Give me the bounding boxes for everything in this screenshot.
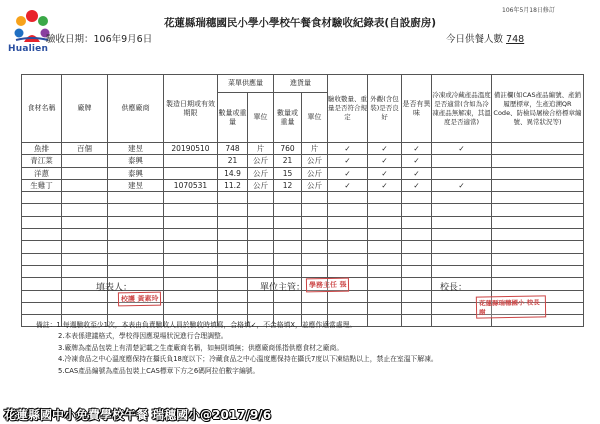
header-ingredient: 食材名稱 [22,75,62,143]
cell-mfg [164,241,218,253]
cell-brand [62,192,108,204]
cell-runit [302,216,328,228]
header-temperature: 冷凍或冷藏產品溫度是否適當(含如為冷凍產品無解凍，其溫度是否適當) [432,75,492,143]
cell-c1 [328,290,368,302]
cell-mfg [164,204,218,216]
cell-c3 [402,229,432,241]
cell-c1: ✓ [328,167,368,179]
document-title: 花蓮縣瑞穗國民小學小學校午餐食材驗收紀錄表(自設廚房) [163,17,437,29]
cell-c2: ✓ [368,143,402,155]
header-receive-unit: 單位 [302,93,328,143]
cell-c3: ✓ [402,155,432,167]
cell-mfg [164,278,218,290]
cell-c2 [368,265,402,277]
cell-brand [62,253,108,265]
cell-supplier [108,241,164,253]
cell-c2: ✓ [368,179,402,191]
table-row [22,179,584,191]
meal-count-label: 今日供餐人數 [446,34,504,45]
cell-rqty: 21 [274,155,302,167]
cell-remark [492,229,584,241]
header-mfg-date: 製造日期或有效期限 [164,75,218,143]
meal-count [446,31,524,45]
cell-brand [62,216,108,228]
cell-rqty [274,229,302,241]
cell-c3 [402,241,432,253]
note-item: 5.CAS產品編號為產品包裝上CAS標章下方之6碼阿拉伯數字編號。 [58,366,260,375]
cell-name [22,229,62,241]
cell-unit: 公斤 [248,179,274,191]
cell-brand [62,302,108,314]
cell-brand [62,204,108,216]
cell-unit [248,192,274,204]
cell-c1 [328,253,368,265]
principal-stamp: 花蓮縣瑞穗國小 校長 謝 [476,295,546,318]
cell-name: 青江菜 [22,155,62,167]
filler-stamp: 校護 黃素玲 [118,292,162,307]
cell-rqty [274,204,302,216]
note-item: 3.廠牌為產品包裝上有清楚記載之生產廠商名稱，如無則填無；供應廠商係指供應食材之廠商。 [58,343,344,352]
cell-c4 [432,167,492,179]
cell-name [22,241,62,253]
table-row [22,241,584,253]
table-row [22,192,584,204]
supervisor-stamp: 學務主任 張 [306,278,350,293]
cell-name [22,253,62,265]
cell-c3 [402,290,432,302]
cell-qty: 14.9 [218,167,248,179]
table-row [22,216,584,228]
cell-runit: 片 [302,143,328,155]
cell-c4 [432,216,492,228]
cell-supplier [108,204,164,216]
table-row [22,253,584,265]
cell-unit [248,253,274,265]
cell-brand: 百個 [62,143,108,155]
cell-name [22,204,62,216]
header-odor: 是否有異味 [402,75,432,143]
cell-remark [492,204,584,216]
cell-c1 [328,204,368,216]
principal-label: 校長： [440,283,468,293]
cell-c1 [328,229,368,241]
cell-supplier: 建昱 [108,143,164,155]
cell-supplier [108,229,164,241]
cell-remark [492,265,584,277]
cell-unit [248,302,274,314]
cell-rqty [274,302,302,314]
cell-c1 [328,192,368,204]
cell-mfg [164,155,218,167]
cell-brand [62,179,108,191]
header-receive-group: 進貨量 [274,75,328,93]
header-appearance: 外觀(含包裝)是否良好 [368,75,402,143]
cell-unit [248,265,274,277]
header-receive-qty: 數量或重量 [274,93,302,143]
cell-c4 [432,241,492,253]
cell-c1 [328,302,368,314]
cell-c4 [432,229,492,241]
cell-rqty [274,241,302,253]
cell-qty: 11.2 [218,179,248,191]
table-row [22,155,584,167]
cell-runit: 公斤 [302,167,328,179]
cell-c2 [368,302,402,314]
cell-qty [218,265,248,277]
meal-count-value: 748 [506,34,525,45]
cell-remark [492,278,584,290]
cell-supplier [108,216,164,228]
table-row [22,167,584,179]
table-row [22,229,584,241]
cell-qty [218,278,248,290]
cell-qty [218,290,248,302]
cell-remark [492,216,584,228]
cell-supplier [108,192,164,204]
table-row [22,143,584,155]
cell-mfg [164,167,218,179]
cell-c3 [402,265,432,277]
cell-name [22,302,62,314]
cell-name [22,278,62,290]
cell-c3: ✓ [402,179,432,191]
cell-supplier: 泰興 [108,167,164,179]
cell-runit [302,204,328,216]
cell-runit [302,229,328,241]
cell-mfg [164,265,218,277]
cell-c3: ✓ [402,143,432,155]
cell-runit [302,265,328,277]
photo-caption: 花蓮縣國中小免費學校午餐 瑞穗國小@2017/9/6 [4,408,272,422]
cell-c2 [368,278,402,290]
cell-name [22,265,62,277]
cell-qty [218,241,248,253]
cell-remark [492,253,584,265]
table-row [22,265,584,277]
cell-c3 [402,204,432,216]
cell-runit [302,253,328,265]
cell-c3 [402,302,432,314]
cell-unit [248,241,274,253]
supervisor-label: 單位主管： [260,283,306,293]
cell-c3 [402,278,432,290]
cell-c1: ✓ [328,143,368,155]
filler-label: 填表人： [96,283,133,293]
inspection-date: 驗收日期：106年9月6日 [46,34,153,45]
cell-brand [62,167,108,179]
cell-c1: ✓ [328,179,368,191]
cell-qty: 21 [218,155,248,167]
cell-c2 [368,204,402,216]
cell-rqty: 15 [274,167,302,179]
cell-unit [248,204,274,216]
cell-c2 [368,241,402,253]
revision-date: 106年5月18日修訂 [502,7,555,14]
cell-c2 [368,290,402,302]
cell-unit: 公斤 [248,167,274,179]
cell-runit [302,192,328,204]
cell-c4: ✓ [432,179,492,191]
cell-c3: ✓ [402,167,432,179]
cell-rqty: 760 [274,143,302,155]
cell-supplier [108,265,164,277]
cell-c3 [402,192,432,204]
cell-mfg: 1070531 [164,179,218,191]
cell-c4 [432,192,492,204]
cell-c4 [432,253,492,265]
cell-brand [62,155,108,167]
cell-remark [492,155,584,167]
cell-runit: 公斤 [302,179,328,191]
cell-supplier [108,253,164,265]
cell-c2: ✓ [368,155,402,167]
header-order-qty: 數量或重量 [218,93,248,143]
header-qty-check: 驗收數量、重量是否符合規定 [328,75,368,143]
header-supplier: 供應廠商 [108,75,164,143]
cell-rqty [274,192,302,204]
cell-name: 洋蔥 [22,167,62,179]
cell-qty [218,204,248,216]
note-item: 4.冷凍食品之中心溫度應保持在攝氏負18度以下；冷藏食品之中心溫度應保持在攝氏7度以下凍結點以上，禁止在室溫下解凍。 [58,355,438,364]
logo-text: Hualien [8,44,49,54]
cell-supplier: 建昱 [108,179,164,191]
cell-c2 [368,216,402,228]
cell-c3 [402,216,432,228]
cell-c1 [328,216,368,228]
header-brand: 廠牌 [62,75,108,143]
cell-remark [492,167,584,179]
cell-unit: 片 [248,143,274,155]
cell-c2 [368,229,402,241]
cell-c3 [402,253,432,265]
cell-c2: ✓ [368,167,402,179]
cell-name: 生雞丁 [22,179,62,191]
cell-supplier: 泰興 [108,155,164,167]
header-order-group: 菜單供應量 [218,75,274,93]
cell-mfg: 20190510 [164,143,218,155]
cell-qty: 748 [218,143,248,155]
cell-mfg [164,302,218,314]
cell-c4: ✓ [432,143,492,155]
cell-mfg [164,253,218,265]
cell-qty [218,229,248,241]
cell-remark [492,179,584,191]
cell-runit: 公斤 [302,155,328,167]
cell-brand [62,229,108,241]
table-row [22,204,584,216]
cell-rqty [274,253,302,265]
cell-c2 [368,192,402,204]
cell-remark [492,192,584,204]
cell-rqty: 12 [274,179,302,191]
cell-qty [218,216,248,228]
cell-brand [62,241,108,253]
cell-mfg [164,229,218,241]
cell-rqty [274,216,302,228]
note-item: 2.本表係建議格式，學校得因應現場狀況進行合理調整。 [58,332,228,341]
cell-name [22,216,62,228]
cell-c4 [432,265,492,277]
cell-remark [492,241,584,253]
header-remarks: 備註欄(如CAS產品編號、產銷履歷標章，生產追溯QR Code、防檢局屠檢合格標章編號、異常狀況等) [492,75,584,143]
cell-qty [218,253,248,265]
cell-name [22,192,62,204]
cell-c4 [432,204,492,216]
cell-c1 [328,241,368,253]
cell-name [22,290,62,302]
cell-qty [218,302,248,314]
cell-rqty [274,265,302,277]
cell-c1 [328,265,368,277]
cell-name: 魚排 [22,143,62,155]
cell-unit [248,229,274,241]
cell-mfg [164,216,218,228]
cell-unit [248,216,274,228]
cell-c2 [368,253,402,265]
notes-section [36,320,438,377]
cell-qty [218,192,248,204]
cell-c4 [432,155,492,167]
header-order-unit: 單位 [248,93,274,143]
note-item: 備註：1.每週驗收至少1次，本表由負責驗收人員於驗收時填寫，合格填✓，不合格填X，並應作適當處理。 [36,321,357,329]
cell-runit [302,302,328,314]
cell-brand [62,265,108,277]
cell-runit [302,241,328,253]
cell-mfg [164,290,218,302]
cell-remark [492,143,584,155]
cell-c1: ✓ [328,155,368,167]
cell-unit: 公斤 [248,155,274,167]
cell-mfg [164,192,218,204]
